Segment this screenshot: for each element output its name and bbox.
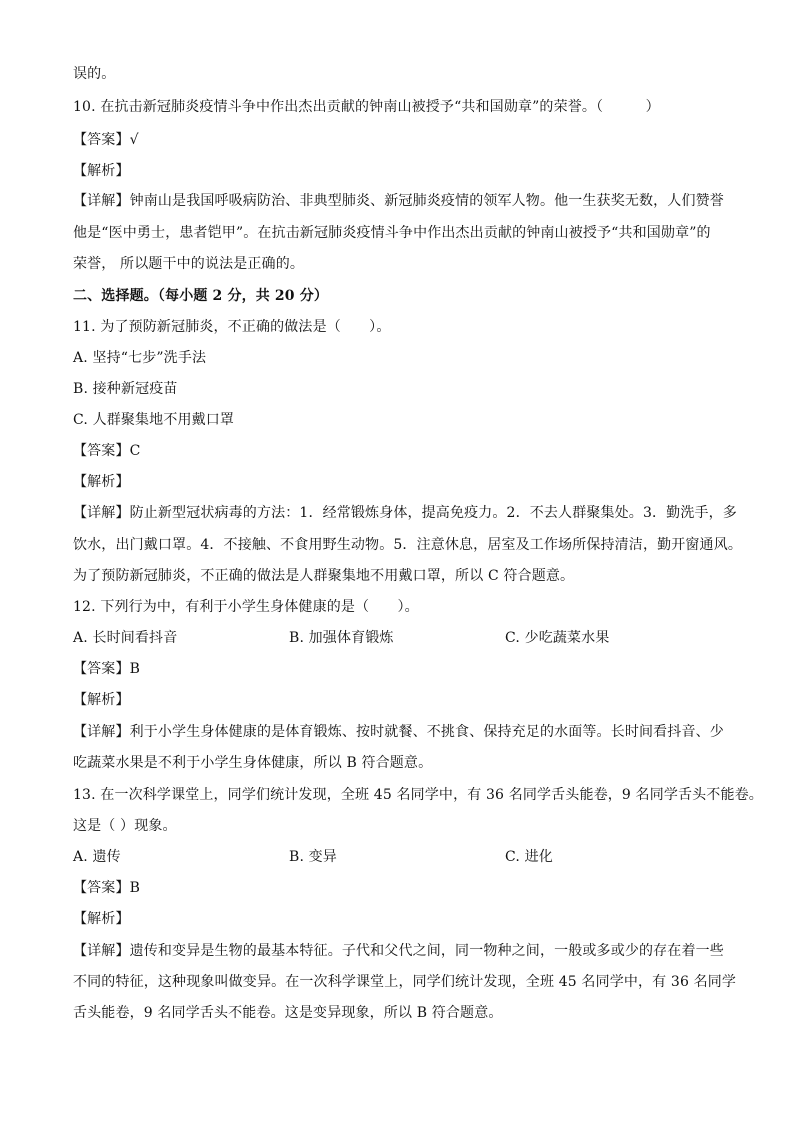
q13-option-a: A. 遗传 [73, 849, 121, 865]
q12-option-a: A. 长时间看抖音 [73, 630, 178, 646]
question-10: 10. 在抗击新冠肺炎疫情斗争中作出杰出贡献的钟南山被授予“共和国勋章”的荣誉。（ ） [73, 99, 660, 115]
q12-analysis: 【解析】 [73, 692, 130, 708]
q11-option-c: C. 人群聚集地不用戴口罩 [73, 412, 235, 428]
q10-answer: 【答案】√ [73, 132, 139, 148]
q13-detail: 舌头能卷，9 名同学舌头不能卷。这是变异现象，所以 B 符合题意。 [73, 1005, 503, 1021]
q11-detail: 饮水，出门戴口罩。4．不接触、不食用野生动物。5．注意休息，居室及工作场所保持清洁，勤开窗通风。 [73, 537, 743, 553]
text-line: 误的。 [73, 66, 116, 82]
q10-detail: 他是“医中勇士，患者铠甲”。在抗击新冠肺炎疫情斗争中作出杰出贡献的钟南山被授予“共和国勋章”的 [73, 225, 711, 241]
q13-analysis: 【解析】 [73, 911, 130, 927]
q12-option-c: C. 少吃蔬菜水果 [505, 630, 610, 646]
q11-option-b: B. 接种新冠疫苗 [73, 381, 178, 397]
q11-analysis: 【解析】 [73, 474, 130, 490]
q13-detail: 【详解】遗传和变异是生物的最基本特征。子代和父代之间，同一物种之间，一般或多或少的存在着一些 [73, 943, 724, 959]
q12-detail: 【详解】利于小学生身体健康的是体育锻炼、按时就餐、不挑食、保持充足的水面等。长时间看抖音、少 [73, 724, 724, 740]
question-13: 13. 在一次科学课堂上，同学们统计发现，全班 45 名同学中，有 36 名同学舌头能卷，9 名同学舌头不能卷。 [73, 787, 763, 803]
q13-option-b: B. 变异 [289, 849, 337, 865]
section-heading: 二、选择题。（每小题 2 分，共 20 分） [73, 288, 329, 304]
q13-detail: 不同的特征，这种现象叫做变异。在一次科学课堂上，同学们统计发现，全班 45 名同学中，有 36 名同学 [73, 974, 737, 990]
q13-option-c: C. 进化 [505, 849, 553, 865]
question-11: 11. 为了预防新冠肺炎，不正确的做法是（ ）。 [73, 319, 391, 335]
q12-option-b: B. 加强体育锻炼 [289, 630, 394, 646]
q10-analysis: 【解析】 [73, 163, 130, 179]
q10-detail: 荣誉， 所以题干中的说法是正确的。 [73, 256, 304, 272]
q11-detail: 为了预防新冠肺炎，不正确的做法是人群聚集地不用戴口罩，所以 C 符合题意。 [73, 568, 575, 584]
q11-option-a: A. 坚持“七步”洗手法 [73, 350, 207, 366]
q10-detail: 【详解】钟南山是我国呼吸病防治、非典型肺炎、新冠肺炎疫情的领军人物。他一生获奖无数，人们赞誉 [73, 193, 724, 209]
question-13: 这是（ ）现象。 [73, 818, 177, 834]
q13-answer: 【答案】B [73, 880, 141, 896]
q12-detail: 吃蔬菜水果是不利于小学生身体健康，所以 B 符合题意。 [73, 755, 433, 771]
question-12: 12. 下列行为中，有利于小学生身体健康的是（ ）。 [73, 599, 419, 615]
q12-answer: 【答案】B [73, 661, 141, 677]
q11-detail: 【详解】防止新型冠状病毒的方法：1．经常锻炼身体，提高免疫力。2．不去人群聚集处。3．勤洗手，多 [73, 505, 737, 521]
q11-answer: 【答案】C [73, 443, 141, 459]
